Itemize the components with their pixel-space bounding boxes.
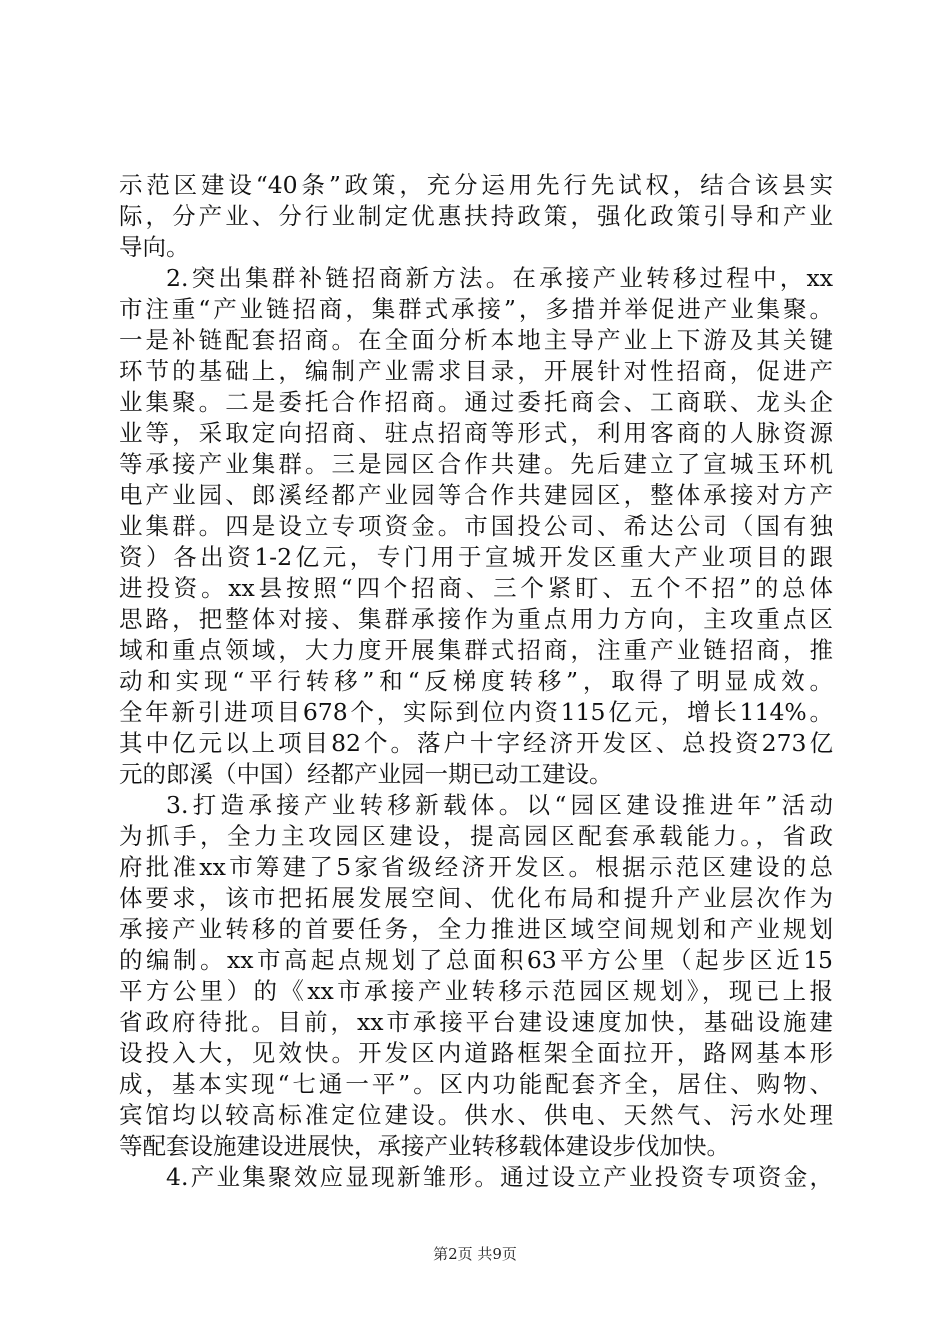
text-line: 设投入大，见效快。开发区内道路框架全面拉开，路网基本形 (119, 1039, 833, 1067)
text-line: 业集群。四是设立专项资金。市国投公司、希达公司（国有独 (119, 512, 833, 540)
text-line: 承接产业转移的首要任务，全力推进区域空间规划和产业规划 (119, 915, 833, 943)
text-line: 体要求，该市把拓展发展空间、优化布局和提升产业层次作为 (119, 884, 833, 912)
text-line: 府批准xx市筹建了5家省级经济开发区。根据示范区建设的总 (119, 853, 833, 881)
paragraph-first-line: 3.打造承接产业转移新载体。以“园区建设推进年”活动 (166, 791, 833, 819)
text-line: 平方公里）的《xx市承接产业转移示范园区规划》，现已上报 (119, 977, 833, 1005)
paragraph-first-line: 4.产业集聚效应显现新雏形。通过设立产业投资专项资金， (166, 1163, 833, 1191)
text-line: 资）各出资1-2亿元，专门用于宣城开发区重大产业项目的跟 (119, 543, 833, 571)
text-line: 为抓手，全力主攻园区建设，提高园区配套承载能力。，省政 (119, 822, 833, 850)
text-line: 域和重点领域，大力度开展集群式招商，注重产业链招商，推 (119, 636, 833, 664)
text-line: 的编制。xx市高起点规划了总面积63平方公里（起步区近15 (119, 946, 833, 974)
text-line: 环节的基础上，编制产业需求目录，开展针对性招商，促进产 (119, 357, 833, 385)
text-line: 市注重“产业链招商，集群式承接”，多措并举促进产业集聚。 (119, 295, 833, 323)
text-line: 业集聚。二是委托合作招商。通过委托商会、工商联、龙头企 (119, 388, 833, 416)
text-line: 导向。 (119, 233, 190, 261)
text-line: 全年新引进项目678个，实际到位内资115亿元，增长114%。 (119, 698, 833, 726)
page-footer: 第2页 共9页 (433, 1245, 517, 1263)
text-line: 元的郎溪（中国）经都产业园一期已动工建设。 (119, 760, 613, 788)
paragraph-first-line: 2.突出集群补链招商新方法。在承接产业转移过程中，xx (166, 264, 833, 292)
text-line: 际，分产业、分行业制定优惠扶持政策，强化政策引导和产业 (119, 202, 833, 230)
text-line: 动和实现“平行转移”和“反梯度转移”，取得了明显成效。 (119, 667, 833, 695)
text-line: 等承接产业集群。三是园区合作共建。先后建立了宣城玉环机 (119, 450, 833, 478)
text-line: 一是补链配套招商。在全面分析本地主导产业上下游及其关键 (119, 326, 833, 354)
body-text (119, 170, 833, 1193)
text-line: 成，基本实现“七通一平”。区内功能配套齐全，居住、购物、 (119, 1070, 833, 1098)
text-line: 思路，把整体对接、集群承接作为重点用力方向，主攻重点区 (119, 605, 833, 633)
text-line: 等配套设施建设进展快，承接产业转移载体建设步伐加快。 (119, 1132, 730, 1160)
text-line: 省政府待批。目前，xx市承接平台建设速度加快，基础设施建 (119, 1008, 833, 1036)
text-line: 宾馆均以较高标准定位建设。供水、供电、天然气、污水处理 (119, 1101, 833, 1129)
text-line: 电产业园、郎溪经都产业园等合作共建园区，整体承接对方产 (119, 481, 833, 509)
text-line: 示范区建设“40条”政策，充分运用先行先试权，结合该县实 (119, 171, 833, 199)
text-line: 业等，采取定向招商、驻点招商等形式，利用客商的人脉资源 (119, 419, 833, 447)
text-line: 其中亿元以上项目82个。落户十字经济开发区、总投资273亿 (119, 729, 833, 757)
text-line: 进投资。xx县按照“四个招商、三个紧盯、五个不招”的总体 (119, 574, 833, 602)
